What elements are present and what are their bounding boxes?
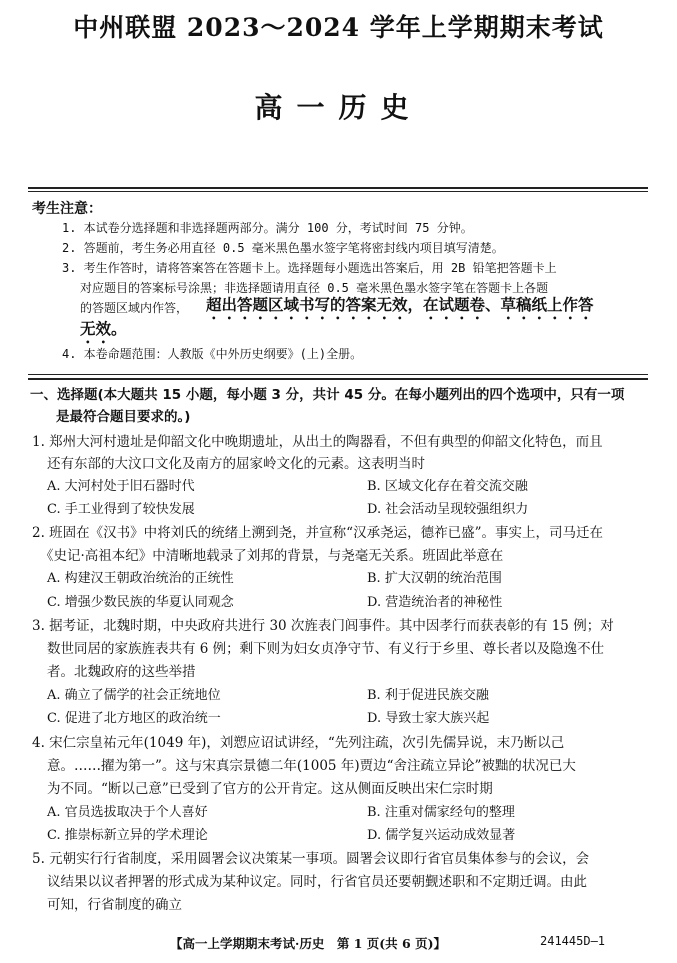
notice-item-3: 3. 考生作答时，请将答案答在答题卡上。选择题每小题选出答案后，用 2B 铅笔把答题卡上 (62, 261, 557, 275)
divider-mid-thick (28, 378, 648, 380)
footer-code: 241445D—1 (540, 934, 606, 948)
question-1-option-c: C. 手工业得到了较快发展 (47, 502, 195, 517)
question-1-line-1: 1. 郑州大河村遗址是仰韶文化中晚期遗址，从出土的陶器看，不但有典型的仰韶文化特色，而且 (32, 434, 603, 450)
question-4-option-d: D. 儒学复兴运动成效显著 (367, 828, 516, 843)
question-4-option-b: B. 注重对儒家经句的整理 (367, 805, 515, 820)
subject-title: 高一历史 (254, 91, 423, 124)
question-5-line-1: 5. 元朝实行行省制度，采用圆署会议决策某一事项。圆署会议即行省官员集体参与的会议，会 (32, 851, 590, 867)
question-3-option-a: A. 确立了儒学的社会正统地位 (47, 688, 221, 703)
notice-emphasis: 超出答题区域书写的答案无效，在试题卷、草稿纸上作答 (206, 296, 594, 314)
question-2-line-2: 《史记·高祖本纪》中清晰地载录了刘邦的背景，与尧毫无关系。班固此举意在 (40, 548, 504, 564)
question-2-option-b: B. 扩大汉朝的统治范围 (367, 571, 502, 586)
notice-heading: 考生注意： (32, 201, 102, 217)
notice-item-1: 1. 本试卷分选择题和非选择题两部分。满分 100 分，考试时间 75 分钟。 (62, 221, 473, 235)
question-3-option-c: C. 促进了北方地区的政治统一 (47, 711, 221, 726)
divider-top-thick (28, 187, 648, 189)
question-3-line-3: 者。北魏政府的这些举措 (47, 664, 196, 680)
question-4-line-2: 意。……擢为第一”。这与宋真宗景德二年(1005 年)贾边“舍注疏立异论”被黜的状况已大 (47, 758, 576, 774)
question-4-line-3: 为不同。“断以己意”已受到了官方的公开肯定。这从侧面反映出宋仁宗时期 (47, 781, 493, 797)
divider-mid-thin (28, 374, 648, 375)
exam-title: 中州联盟 2023～2024 学年上学期期末考试 (73, 13, 604, 42)
notice-item-3-cont1: 对应题目的答案标号涂黑；非选择题请用直径 0.5 毫米黑色墨水签字笔在答题卡上各题 (80, 281, 549, 295)
question-4-option-a: A. 官员选拔取决于个人喜好 (47, 805, 208, 820)
question-2-option-d: D. 营造统治者的神秘性 (367, 595, 503, 610)
question-4-option-c: C. 推崇标新立异的学术理论 (47, 828, 208, 843)
section-heading-cont: 是最符合题目要求的。) (56, 409, 191, 425)
question-3-line-1: 3. 据考证，北魏时期，中央政府共进行 30 次旌表门闾事件。其中因孝行而获表彰的有 15 例；对 (32, 618, 614, 634)
question-2-line-1: 2. 班固在《汉书》中将刘氏的统绪上溯到尧，并宣称“汉承尧运，德祚已盛”。事实上，司马迁在 (32, 525, 603, 541)
question-5-line-2: 议结果以议者押署的形式成为某种议定。同时，行省官员还要朝觐述职和不定期迁调。由此 (47, 874, 587, 890)
divider-top-thin (28, 191, 648, 192)
question-1-option-b: B. 区域文化存在着交流交融 (367, 479, 528, 494)
question-3-option-d: D. 导致士家大族兴起 (367, 711, 490, 726)
question-1-option-a: A. 大河村处于旧石器时代 (47, 479, 195, 494)
question-1-option-d: D. 社会活动呈现较强组织力 (367, 502, 529, 517)
notice-item-2: 2. 答题前，考生务必用直径 0.5 毫米黑色墨水签字笔将密封线内项目填写清楚。 (62, 241, 504, 255)
notice-item-3-cont2: 的答题区域内作答， (80, 301, 189, 315)
notice-item-4: 4. 本卷命题范围：人教版《中外历史纲要》(上)全册。 (62, 347, 363, 361)
question-3-option-b: B. 利于促进民族交融 (367, 688, 489, 703)
question-5-line-3: 可知，行省制度的确立 (47, 897, 182, 913)
question-2-option-a: A. 构建汉王朝政治统治的正统性 (47, 571, 234, 586)
question-2-option-c: C. 增强少数民族的华夏认同观念 (47, 595, 234, 610)
question-3-line-2: 数世同居的家族旌表共有 6 例；剩下则为妇女贞净守节、有义行于乡里、尊长者以及隐逸不仕 (47, 641, 605, 657)
footer-page-info: 【高一上学期期末考试·历史 第 1 页(共 6 页)】 (170, 936, 446, 951)
question-1-line-2: 还有东部的大汶口文化及南方的屈家岭文化的元素。这表明当时 (47, 456, 425, 472)
question-4-line-1: 4. 宋仁宗皇祐元年(1049 年)，刘愬应诏试讲经，“先列注疏，次引先儒异说，末乃断以己 (32, 735, 565, 751)
notice-emphasis-end: 无效。 (80, 320, 127, 338)
section-heading: 一、选择题(本大题共 15 小题，每小题 3 分，共计 45 分。在每小题列出的四个选项中，只有一项 (30, 387, 625, 403)
